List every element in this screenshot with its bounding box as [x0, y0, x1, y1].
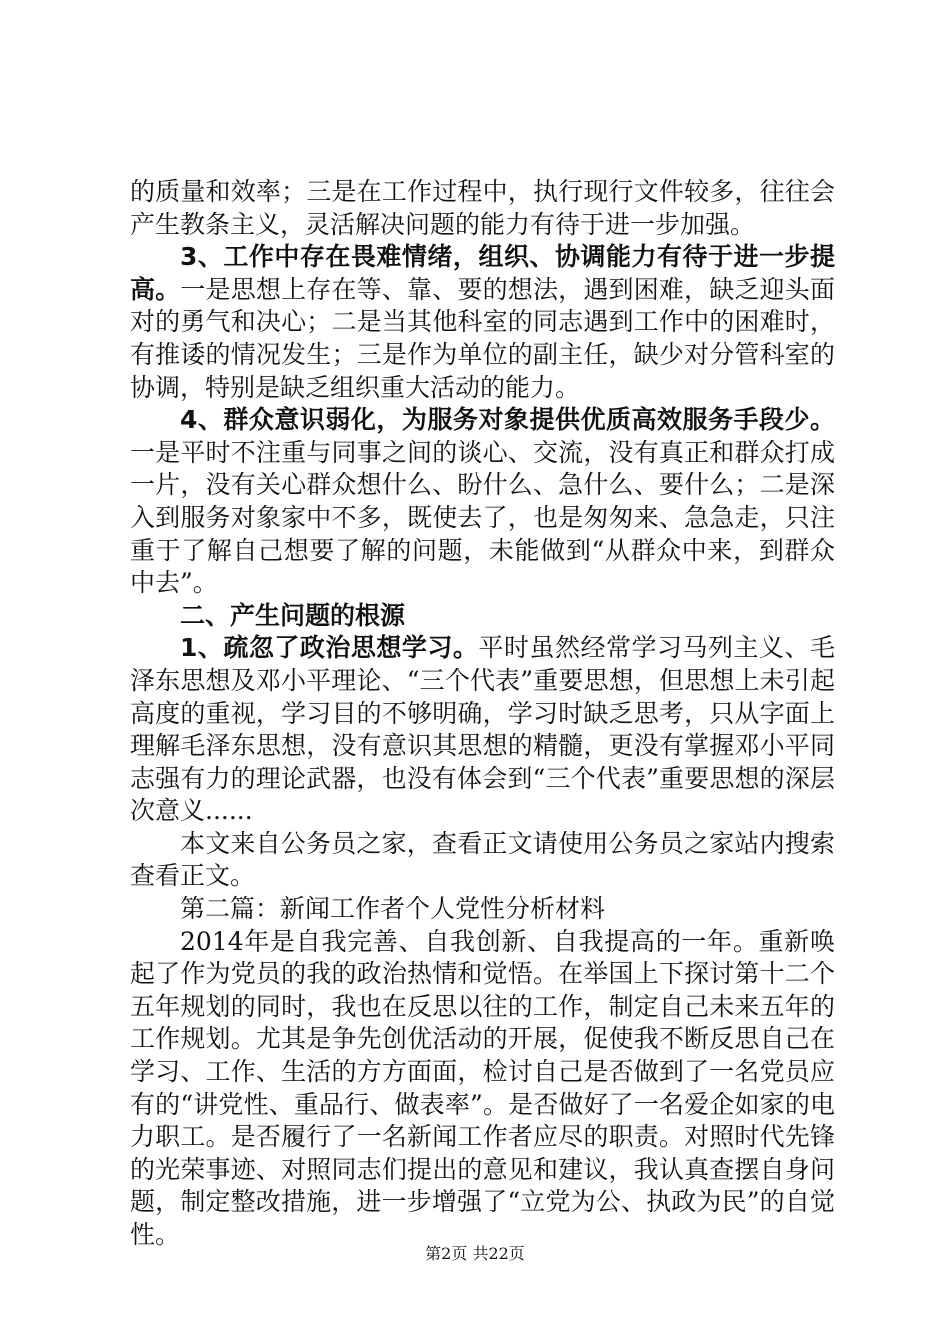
section-heading-root-causes — [130, 600, 835, 633]
document-body — [130, 176, 835, 1252]
page-footer — [0, 1244, 950, 1264]
paragraph-text: 的质量和效率；三是在工作过程中，执行现行文件较多，往往会产生教条主义，灵活解决问题的能力有待于进一步加强。 — [130, 177, 835, 239]
paragraph-lead: 1、疏忽了政治思想学习。 — [180, 633, 479, 663]
paragraph-source-note — [130, 828, 835, 893]
page-number-label: 第2页 共22页 — [425, 1244, 525, 1263]
paragraph-problem-3 — [130, 241, 835, 404]
paragraph-part-two-title — [130, 893, 835, 926]
paragraph-text: 平时虽然经常学习马列主义、毛泽东思想及邓小平理论、“三个代表”重要思想，但思想上未引起高度的重视，学习目的不够明确，学习时缺乏思考，只从字面上理解毛泽东思想，没有意识其思想的精髓，更没有掌握邓小平同志强有力的理论武器，也没有体会到“三个代表”重要思想的深层次意义...... — [130, 633, 835, 826]
paragraph-text: 第二篇：新闻工作者个人党性分析材料 — [180, 894, 606, 924]
paragraph-part-two-body — [130, 926, 835, 1252]
paragraph-continuation — [130, 176, 835, 241]
paragraph-cause-1 — [130, 632, 835, 828]
paragraph-text: 2014年是自我完善、自我创新、自我提高的一年。重新唤起了作为党员的我的政治热情和觉悟。在举国上下探讨第十二个五年规划的同时，我也在反思以往的工作，制定自己未来五年的工作规划。尤其是争先创优活动的开展，促使我不断反思自己在学习、工作、生活的方方面面，检讨自己是否做到了一名党员应有的“讲党性、重品行、做表率”。是否做好了一名爱企如家的电力职工。是否履行了一名新闻工作者应尽的职责。对照时代先锋的光荣事迹、对照同志们提出的意见和建议，我认真查摆自身问题，制定整改措施，进一步增强了“立党为公、执政为民”的自觉性。 — [130, 926, 835, 1249]
section-heading-text: 二、产生问题的根源 — [180, 600, 406, 630]
paragraph-text: 一是思想上存在等、靠、要的想法，遇到困难，缺乏迎头面对的勇气和决心；二是当其他科室的同志遇到工作中的困难时，有推诿的情况发生；三是作为单位的副主任，缺少对分管科室的协调，特别是缺乏组织重大活动的能力。 — [130, 274, 835, 402]
paragraph-lead: 3、工作中存在畏难情绪，组织、协调能力有待于进一步提高。 — [130, 242, 835, 304]
paragraph-text: 本文来自公务员之家，查看正文请使用公务员之家站内搜索查看正文。 — [130, 828, 835, 891]
paragraph-problem-4 — [130, 404, 835, 600]
paragraph-lead: 4、群众意识弱化，为服务对象提供优质高效服务手段少。 — [180, 405, 835, 435]
paragraph-text: 一是平时不注重与同事之间的谈心、交流，没有真正和群众打成一片，没有关心群众想什么、盼什么、急什么、要什么；二是深入到服务对象家中不多，既使去了，也是匆匆来、急急走，只注重于了解自己想要了解的问题，未能做到“从群众中来，到群众中去”。 — [130, 437, 835, 598]
